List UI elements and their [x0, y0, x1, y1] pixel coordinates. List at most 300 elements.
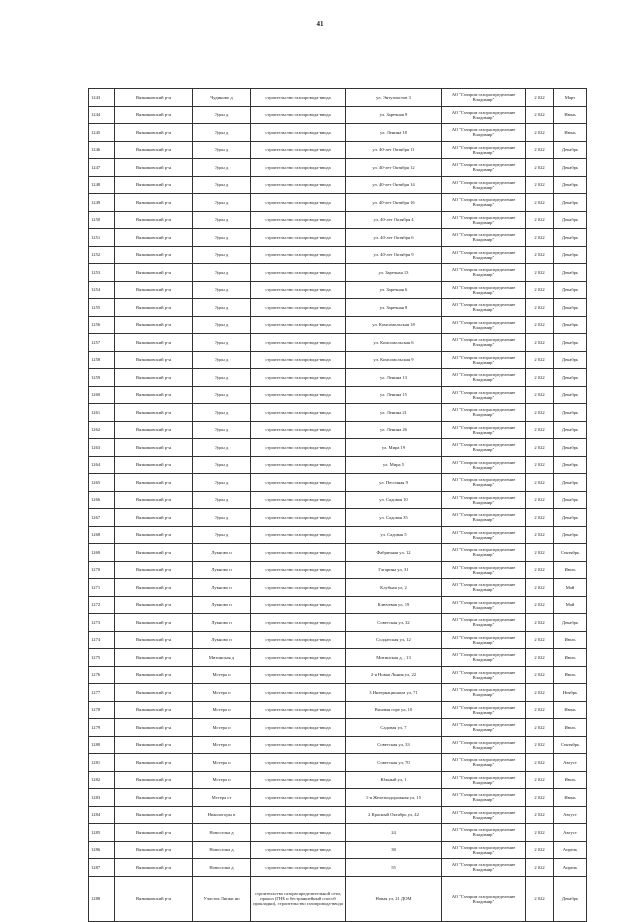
table-row: [89, 281, 587, 299]
address-cell: ул. Ленина 21: [346, 404, 442, 422]
work-cell: строительство газопровода-ввода: [251, 194, 346, 212]
address-cell: Клубная ул, 2: [346, 579, 442, 597]
work-cell: строительство газопровода-ввода: [251, 229, 346, 247]
year-cell: 2 022: [526, 806, 554, 824]
work-cell: строительство газопровода-ввода: [251, 859, 346, 877]
organization-cell: АО "Газпром газораспределение Владимир": [442, 124, 526, 142]
organization-cell: АО "Газпром газораспределение Владимир": [442, 736, 526, 754]
organization-cell: АО "Газпром газораспределение Владимир": [442, 596, 526, 614]
work-cell: строительство газопровода-ввода: [251, 526, 346, 544]
work-cell: строительство газопровода-ввода: [251, 299, 346, 317]
place-cell: Лукново п: [193, 631, 251, 649]
work-cell: строительство газопровода-ввода: [251, 369, 346, 387]
place-cell: Митинская д: [193, 649, 251, 667]
organization-cell: АО "Газпром газораспределение Владимир": [442, 404, 526, 422]
work-cell: строительство газопровода-ввода: [251, 666, 346, 684]
row-number: 1265: [89, 474, 115, 492]
district-cell: Вязниковский р-н: [115, 89, 193, 107]
work-cell: строительство газопровода-ввода: [251, 649, 346, 667]
place-cell: Эдон д: [193, 176, 251, 194]
month-cell: Декабрь: [554, 264, 587, 282]
address-cell: ул. Заречная 8: [346, 299, 442, 317]
address-cell: Гагарина ул, 31: [346, 561, 442, 579]
table-row: [89, 789, 587, 807]
place-cell: Лукново п: [193, 614, 251, 632]
address-cell: Солдатская ул, 12: [346, 631, 442, 649]
place-cell: Мстера п: [193, 754, 251, 772]
year-cell: 2 022: [526, 264, 554, 282]
month-cell: Декабрь: [554, 194, 587, 212]
work-cell: строительство газопровода-ввода: [251, 211, 346, 229]
year-cell: 2 022: [526, 281, 554, 299]
organization-cell: АО "Газпром газораспределение Владимир": [442, 509, 526, 527]
place-cell: Эдон д: [193, 281, 251, 299]
month-cell: Декабрь: [554, 509, 587, 527]
month-cell: Декабрь: [554, 526, 587, 544]
month-cell: Сентябрь: [554, 544, 587, 562]
table-row: [89, 684, 587, 702]
district-cell: Вязниковский р-н: [115, 246, 193, 264]
district-cell: Вязниковский р-н: [115, 491, 193, 509]
table-row-final: [89, 876, 587, 921]
year-cell: 2 022: [526, 509, 554, 527]
work-cell: строительство газопровода-ввода: [251, 421, 346, 439]
month-cell: Декабрь: [554, 351, 587, 369]
page-number: 41: [316, 20, 324, 28]
year-cell: 2 022: [526, 176, 554, 194]
address-cell: ул. Садовая 5: [346, 526, 442, 544]
organization-cell: АО "Газпром газораспределение Владимир": [442, 806, 526, 824]
month-cell: Декабрь: [554, 176, 587, 194]
work-cell: строительство газораспределительной сети, прокол (ГНБ и бестраншейный способ прокладки), строительство газопровода-ввода: [251, 876, 346, 921]
district-cell: Вязниковский р-н: [115, 824, 193, 842]
table-row: [89, 736, 587, 754]
table-row: [89, 579, 587, 597]
row-number: 1261: [89, 404, 115, 422]
row-number: 1270: [89, 561, 115, 579]
place-cell: Эдон д: [193, 386, 251, 404]
organization-cell: АО "Газпром газораспределение Владимир": [442, 351, 526, 369]
month-cell: Июнь: [554, 789, 587, 807]
year-cell: 2 022: [526, 141, 554, 159]
district-cell: Вязниковский р-н: [115, 316, 193, 334]
organization-cell: АО "Газпром газораспределение Владимир": [442, 456, 526, 474]
year-cell: 2 022: [526, 369, 554, 387]
district-cell: Вязниковский р-н: [115, 841, 193, 859]
table-row: [89, 229, 587, 247]
table-row: [89, 246, 587, 264]
month-cell: Декабрь: [554, 456, 587, 474]
month-cell: Декабрь: [554, 439, 587, 457]
table-row: [89, 526, 587, 544]
district-cell: Вязниковский р-н: [115, 229, 193, 247]
address-cell: Советская ул, 32: [346, 614, 442, 632]
table-row: [89, 456, 587, 474]
place-cell: Эдон д: [193, 246, 251, 264]
month-cell: Декабрь: [554, 614, 587, 632]
address-cell: 24: [346, 824, 442, 842]
place-cell: Лукново п: [193, 579, 251, 597]
district-cell: Вязниковский р-н: [115, 666, 193, 684]
table-row: [89, 351, 587, 369]
month-cell: Декабрь: [554, 281, 587, 299]
month-cell: Декабрь: [554, 334, 587, 352]
table-row: [89, 491, 587, 509]
month-cell: Март: [554, 89, 587, 107]
row-number: 1246: [89, 141, 115, 159]
address-cell: ул. 40-лет Октября 9: [346, 246, 442, 264]
organization-cell: АО "Газпром газораспределение Владимир": [442, 194, 526, 212]
month-cell: Май: [554, 579, 587, 597]
place-cell: Новоселка д: [193, 841, 251, 859]
organization-cell: АО "Газпром газораспределение Владимир": [442, 281, 526, 299]
row-number: 1254: [89, 281, 115, 299]
month-cell: Декабрь: [554, 404, 587, 422]
organization-cell: АО "Газпром газораспределение Владимир": [442, 316, 526, 334]
table-row: [89, 386, 587, 404]
work-cell: строительство газопровода-ввода: [251, 719, 346, 737]
month-cell: Май: [554, 596, 587, 614]
month-cell: Июль: [554, 649, 587, 667]
year-cell: 2 022: [526, 789, 554, 807]
row-number: 1277: [89, 684, 115, 702]
address-cell: Южный ул, 1: [346, 771, 442, 789]
organization-cell: АО "Газпром газораспределение Владимир": [442, 386, 526, 404]
row-number: 1255: [89, 299, 115, 317]
year-cell: 2 022: [526, 544, 554, 562]
address-cell: ул. 40-лет Октября 14: [346, 176, 442, 194]
year-cell: 2 022: [526, 824, 554, 842]
table-row: [89, 596, 587, 614]
row-number: 1251: [89, 229, 115, 247]
address-cell: ул. Энтузиастов 3: [346, 89, 442, 107]
month-cell: Июнь: [554, 124, 587, 142]
district-cell: Вязниковский р-н: [115, 631, 193, 649]
work-cell: строительство газопровода-ввода: [251, 509, 346, 527]
month-cell: Декабрь: [554, 229, 587, 247]
organization-cell: АО "Газпром газораспределение Владимир": [442, 421, 526, 439]
table-row: [89, 841, 587, 859]
table-row: [89, 89, 587, 107]
place-cell: Эдон д: [193, 404, 251, 422]
work-cell: строительство газопровода-ввода: [251, 159, 346, 177]
place-cell: Мстера п: [193, 666, 251, 684]
work-cell: строительство газопровода-ввода: [251, 754, 346, 772]
place-cell: Эдон д: [193, 439, 251, 457]
row-number: 1276: [89, 666, 115, 684]
work-cell: строительство газопровода-ввода: [251, 701, 346, 719]
year-cell: 2 022: [526, 561, 554, 579]
address-cell: ул. Заречная 13: [346, 264, 442, 282]
row-number: 1262: [89, 421, 115, 439]
organization-cell: АО "Газпром газораспределение Владимир": [442, 474, 526, 492]
year-cell: 2 022: [526, 246, 554, 264]
organization-cell: АО "Газпром газораспределение Владимир": [442, 526, 526, 544]
year-cell: 2 022: [526, 456, 554, 474]
table-row: [89, 649, 587, 667]
address-cell: Ключевая ул, 19: [346, 596, 442, 614]
year-cell: 2 022: [526, 771, 554, 789]
row-number: 1243: [89, 89, 115, 107]
month-cell: Август: [554, 806, 587, 824]
table-row: [89, 719, 587, 737]
place-cell: Мстера ст: [193, 789, 251, 807]
address-cell: ул. Заречная 9: [346, 106, 442, 124]
row-number: 1281: [89, 754, 115, 772]
address-cell: 38: [346, 841, 442, 859]
district-cell: Вязниковский р-н: [115, 876, 193, 921]
row-number: 1248: [89, 176, 115, 194]
address-cell: ул. 40-лет Октября 11: [346, 141, 442, 159]
place-cell: Эдон д: [193, 124, 251, 142]
organization-cell: АО "Газпром газораспределение Владимир": [442, 299, 526, 317]
organization-cell: АО "Газпром газораспределение Владимир": [442, 701, 526, 719]
address-cell: Новая ул, 21 ДОМ: [346, 876, 442, 921]
address-cell: ул. 40-лет Октября 6: [346, 229, 442, 247]
address-cell: Вязовая горе ул, 10: [346, 701, 442, 719]
place-cell: Эдон д: [193, 316, 251, 334]
place-cell: Мстера п: [193, 771, 251, 789]
place-cell: Новоселка д: [193, 859, 251, 877]
organization-cell: АО "Газпром газораспределение Владимир": [442, 649, 526, 667]
month-cell: Июль: [554, 771, 587, 789]
row-number: 1278: [89, 701, 115, 719]
place-cell: Эдон д: [193, 456, 251, 474]
work-cell: строительство газопровода-ввода: [251, 736, 346, 754]
year-cell: 2 022: [526, 666, 554, 684]
year-cell: 2 022: [526, 491, 554, 509]
organization-cell: АО "Газпром газораспределение Владимир": [442, 246, 526, 264]
organization-cell: АО "Газпром газораспределение Владимир": [442, 141, 526, 159]
row-number: 1275: [89, 649, 115, 667]
year-cell: 2 022: [526, 421, 554, 439]
year-cell: 2 022: [526, 439, 554, 457]
table-row: [89, 316, 587, 334]
district-cell: Вязниковский р-н: [115, 561, 193, 579]
table-row: [89, 421, 587, 439]
table-row: [89, 141, 587, 159]
district-cell: Вязниковский р-н: [115, 596, 193, 614]
month-cell: Декабрь: [554, 369, 587, 387]
district-cell: Вязниковский р-н: [115, 526, 193, 544]
table-row: [89, 666, 587, 684]
district-cell: Вязниковский р-н: [115, 386, 193, 404]
month-cell: Июль: [554, 666, 587, 684]
work-cell: строительство газопровода-ввода: [251, 491, 346, 509]
row-number: 1282: [89, 771, 115, 789]
organization-cell: АО "Газпром газораспределение Владимир": [442, 439, 526, 457]
address-cell: Митинская д, , 13: [346, 649, 442, 667]
work-cell: строительство газопровода-ввода: [251, 404, 346, 422]
place-cell: Мстера п: [193, 736, 251, 754]
organization-cell: АО "Газпром газораспределение Владимир": [442, 684, 526, 702]
place-cell: Эдон д: [193, 474, 251, 492]
year-cell: 2 022: [526, 876, 554, 921]
month-cell: Декабрь: [554, 491, 587, 509]
place-cell: Эдон д: [193, 369, 251, 387]
table-row: [89, 614, 587, 632]
place-cell: Участок Липки нп: [193, 876, 251, 921]
work-cell: строительство газопровода-ввода: [251, 124, 346, 142]
address-cell: 1-я Железнодорожная ул, 15: [346, 789, 442, 807]
district-cell: Вязниковский р-н: [115, 141, 193, 159]
district-cell: Вязниковский р-н: [115, 509, 193, 527]
year-cell: 2 022: [526, 229, 554, 247]
organization-cell: АО "Газпром газораспределение Владимир": [442, 789, 526, 807]
row-number: 1249: [89, 194, 115, 212]
row-number: 1267: [89, 509, 115, 527]
place-cell: Эдон д: [193, 334, 251, 352]
row-number: 1244: [89, 106, 115, 124]
district-cell: Вязниковский р-н: [115, 614, 193, 632]
table-row: [89, 264, 587, 282]
month-cell: Декабрь: [554, 159, 587, 177]
work-cell: строительство газопровода-ввода: [251, 841, 346, 859]
table-row: [89, 474, 587, 492]
address-cell: ул. Ленина 26: [346, 421, 442, 439]
district-cell: Вязниковский р-н: [115, 754, 193, 772]
row-number: 1268: [89, 526, 115, 544]
district-cell: Вязниковский р-н: [115, 404, 193, 422]
year-cell: 2 022: [526, 614, 554, 632]
organization-cell: АО "Газпром газораспределение Владимир": [442, 264, 526, 282]
gasification-table: [88, 88, 587, 922]
work-cell: строительство газопровода-ввода: [251, 631, 346, 649]
address-cell: ул. Ленина 18: [346, 124, 442, 142]
row-number: 1271: [89, 579, 115, 597]
place-cell: Мстера п: [193, 684, 251, 702]
address-cell: 55: [346, 859, 442, 877]
place-cell: Мстера п: [193, 701, 251, 719]
district-cell: Вязниковский р-н: [115, 264, 193, 282]
work-cell: строительство газопровода-ввода: [251, 106, 346, 124]
month-cell: Декабрь: [554, 474, 587, 492]
district-cell: Вязниковский р-н: [115, 211, 193, 229]
year-cell: 2 022: [526, 754, 554, 772]
year-cell: 2 022: [526, 106, 554, 124]
district-cell: Вязниковский р-н: [115, 106, 193, 124]
place-cell: Эдон д: [193, 421, 251, 439]
work-cell: строительство газопровода-ввода: [251, 579, 346, 597]
district-cell: Вязниковский р-н: [115, 806, 193, 824]
district-cell: Вязниковский р-н: [115, 369, 193, 387]
organization-cell: АО "Газпром газораспределение Владимир": [442, 841, 526, 859]
organization-cell: АО "Газпром газораспределение Владимир": [442, 859, 526, 877]
year-cell: 2 022: [526, 299, 554, 317]
table-body: [89, 89, 587, 922]
table-row: [89, 299, 587, 317]
table-row: [89, 211, 587, 229]
table-row: [89, 859, 587, 877]
year-cell: 2 022: [526, 736, 554, 754]
work-cell: строительство газопровода-ввода: [251, 544, 346, 562]
year-cell: 2 022: [526, 596, 554, 614]
work-cell: строительство газопровода-ввода: [251, 771, 346, 789]
table-row: [89, 701, 587, 719]
year-cell: 2 022: [526, 474, 554, 492]
work-cell: строительство газопровода-ввода: [251, 789, 346, 807]
district-cell: Вязниковский р-н: [115, 124, 193, 142]
row-number: 1284: [89, 806, 115, 824]
work-cell: строительство газопровода-ввода: [251, 386, 346, 404]
row-number: 1252: [89, 246, 115, 264]
place-cell: Эдон д: [193, 264, 251, 282]
month-cell: Июнь: [554, 701, 587, 719]
work-cell: строительство газопровода-ввода: [251, 614, 346, 632]
district-cell: Вязниковский р-н: [115, 789, 193, 807]
table-row: [89, 369, 587, 387]
district-cell: Вязниковский р-н: [115, 194, 193, 212]
table-row: [89, 771, 587, 789]
year-cell: 2 022: [526, 701, 554, 719]
table-row: [89, 194, 587, 212]
month-cell: Декабрь: [554, 299, 587, 317]
place-cell: Лукново п: [193, 544, 251, 562]
row-number: 1272: [89, 596, 115, 614]
district-cell: Вязниковский р-н: [115, 474, 193, 492]
row-number: 1250: [89, 211, 115, 229]
month-cell: Август: [554, 754, 587, 772]
table-row: [89, 806, 587, 824]
district-cell: Вязниковский р-н: [115, 859, 193, 877]
address-cell: ул. Комсомольская 9: [346, 351, 442, 369]
year-cell: 2 022: [526, 841, 554, 859]
row-number: 1259: [89, 369, 115, 387]
address-cell: ул. Комсомольская 6: [346, 334, 442, 352]
month-cell: Декабрь: [554, 876, 587, 921]
address-cell: ул. Ленина 13: [346, 369, 442, 387]
place-cell: Эдон д: [193, 491, 251, 509]
address-cell: 3 Интернационала ул, 71: [346, 684, 442, 702]
address-cell: Фабричная ул, 12: [346, 544, 442, 562]
month-cell: Декабрь: [554, 141, 587, 159]
year-cell: 2 022: [526, 684, 554, 702]
district-cell: Вязниковский р-н: [115, 736, 193, 754]
district-cell: Вязниковский р-н: [115, 456, 193, 474]
work-cell: строительство газопровода-ввода: [251, 561, 346, 579]
month-cell: Июль: [554, 631, 587, 649]
organization-cell: АО "Газпром газораспределение Владимир": [442, 491, 526, 509]
month-cell: Ноябрь: [554, 684, 587, 702]
month-cell: Декабрь: [554, 386, 587, 404]
work-cell: строительство газопровода-ввода: [251, 596, 346, 614]
place-cell: Эдон д: [193, 141, 251, 159]
address-cell: ул. Ленина 15: [346, 386, 442, 404]
year-cell: 2 022: [526, 351, 554, 369]
place-cell: Лукново п: [193, 596, 251, 614]
work-cell: строительство газопровода-ввода: [251, 456, 346, 474]
year-cell: 2 022: [526, 89, 554, 107]
row-number: 1260: [89, 386, 115, 404]
organization-cell: АО "Газпром газораспределение Владимир": [442, 561, 526, 579]
district-cell: Вязниковский р-н: [115, 281, 193, 299]
district-cell: Вязниковский р-н: [115, 299, 193, 317]
row-number: 1288: [89, 876, 115, 921]
address-cell: Советская ул, 33: [346, 736, 442, 754]
year-cell: 2 022: [526, 859, 554, 877]
row-number: 1283: [89, 789, 115, 807]
year-cell: 2 022: [526, 404, 554, 422]
year-cell: 2 022: [526, 159, 554, 177]
work-cell: строительство газопровода-ввода: [251, 89, 346, 107]
row-number: 1257: [89, 334, 115, 352]
district-cell: Вязниковский р-н: [115, 351, 193, 369]
district-cell: Вязниковский р-н: [115, 579, 193, 597]
row-number: 1286: [89, 841, 115, 859]
organization-cell: АО "Газпром газораспределение Владимир": [442, 579, 526, 597]
district-cell: Вязниковский р-н: [115, 771, 193, 789]
organization-cell: АО "Газпром газораспределение Владимир": [442, 176, 526, 194]
